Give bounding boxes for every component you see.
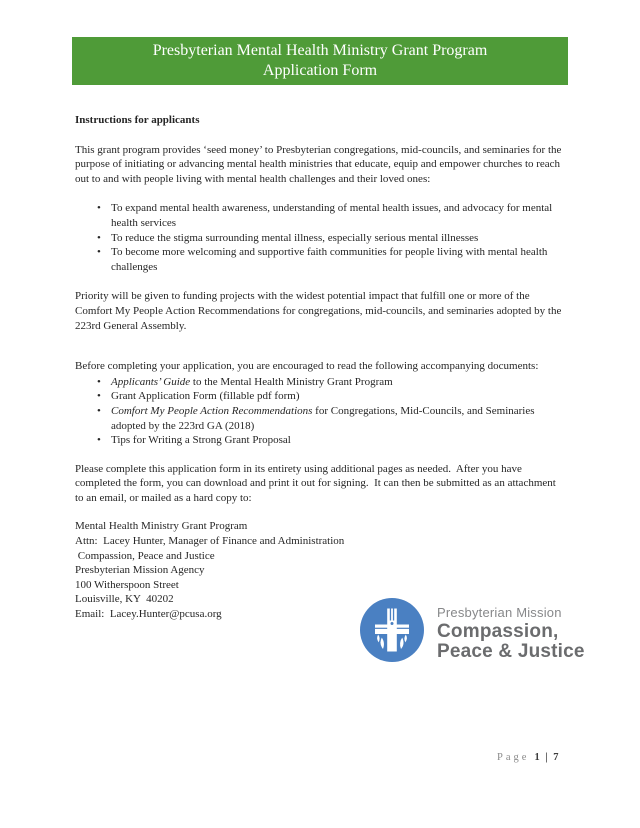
- banner-title-line1: Presbyterian Mental Health Ministry Grant Program: [152, 42, 488, 59]
- bullet-icon: •: [97, 202, 101, 215]
- submission-paragraph: Please complete this application form in its entirety using additional pages as needed. After you have completed the form, you can download and print it out for signing. It can then be submitted as an attachment to an email, or mailed as a hard copy to:: [75, 462, 559, 504]
- address-line: Attn: Lacey Hunter, Manager of Finance and Administration: [75, 535, 345, 548]
- bullet-icon: •: [97, 246, 101, 259]
- before-paragraph: Before completing your application, you are encouraged to read the following accompanying documents:: [75, 360, 539, 373]
- logo-name-line2: Peace & Justice: [437, 641, 585, 662]
- goals-list: [75, 201, 565, 274]
- cpj-logo: [360, 598, 585, 662]
- list-item: [75, 375, 565, 390]
- list-item: [75, 433, 565, 448]
- intro-paragraph: This grant program provides ‘seed money’ to Presbyterian congregations, mid-councils, and seminaries for the purpose of initiating or advancing mental health ministries that educate, equip and empower churches to reach out to and with people living with mental health challenges and their loved ones:: [75, 143, 565, 185]
- list-item-text: Grant Application Form (fillable pdf form): [111, 390, 300, 403]
- list-item: [75, 245, 565, 274]
- cpj-logo-wordmark: [437, 598, 585, 662]
- list-item-text: Tips for Writing a Strong Grant Proposal: [111, 434, 291, 447]
- list-item-text: for Congregations, Mid-Councils, and Seminaries adopted by the 223rd GA (2018): [111, 404, 535, 432]
- logo-org-name: Presbyterian Mission: [437, 605, 562, 620]
- list-item: [75, 231, 565, 246]
- bullet-icon: •: [97, 375, 101, 388]
- list-item: [75, 389, 565, 404]
- page-label: Page: [497, 752, 530, 763]
- address-line: Louisville, KY 40202: [75, 593, 174, 606]
- address-line: Compassion, Peace and Justice: [75, 549, 215, 562]
- bullet-icon: •: [97, 404, 101, 417]
- title-banner: [72, 37, 568, 85]
- list-item: [75, 404, 565, 433]
- logo-name-line1: Compassion,: [437, 621, 559, 642]
- list-item-text: to the Mental Health Ministry Grant Program: [190, 375, 393, 388]
- banner-title-line2: Application Form: [262, 62, 378, 79]
- list-item-text: To become more welcoming and supportive faith communities for people living with mental health challenges: [111, 246, 548, 273]
- address-line: Mental Health Ministry Grant Program: [75, 520, 248, 533]
- address-line: Email: Lacey.Hunter@pcusa.org: [75, 608, 222, 621]
- page-number: 1 | 7: [534, 752, 560, 763]
- document-body: [75, 113, 565, 622]
- presbyterian-seal-icon: [360, 598, 424, 662]
- list-item: [75, 201, 565, 230]
- instructions-heading: Instructions for applicants: [75, 114, 200, 126]
- address-line: 100 Witherspoon Street: [75, 578, 179, 591]
- page-footer: [497, 752, 560, 763]
- documents-list: [75, 375, 565, 448]
- bullet-icon: •: [97, 390, 101, 403]
- document-title-italic: Applicants’ Guide: [111, 375, 191, 388]
- list-item-text: To expand mental health awareness, understanding of mental health issues, and advocacy for mental health services: [111, 202, 553, 229]
- address-line: Presbyterian Mission Agency: [75, 564, 205, 577]
- bullet-icon: •: [97, 434, 101, 447]
- bullet-icon: •: [97, 231, 101, 244]
- priority-paragraph: Priority will be given to funding projects with the widest potential impact that fulfill one or more of the Comfort My People Action Recommendations for congregations, mid-councils, and seminaries adopted by the 223rd General Assembly.: [75, 290, 565, 332]
- document-title-italic: Comfort My People Action Recommendations: [111, 404, 313, 417]
- list-item-text: To reduce the stigma surrounding mental illness, especially serious mental illnesses: [111, 231, 479, 244]
